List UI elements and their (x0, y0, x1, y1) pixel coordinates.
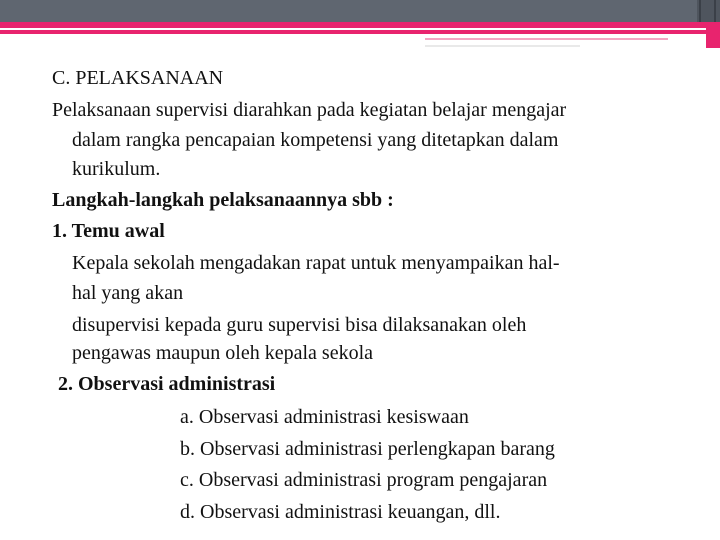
paragraph-line: dalam rangka pencapaian kompetensi yang ditetapkan dalam (72, 129, 559, 151)
paragraph-line: kurikulum. (72, 158, 161, 180)
section-heading: C. PELAKSANAAN (52, 67, 224, 89)
list-item: d. Observasi administrasi keuangan, dll. (180, 501, 501, 523)
list-item: a. Observasi administrasi kesiswaan (180, 406, 469, 428)
steps-intro: Langkah-langkah pelaksanaannya sbb : (52, 189, 394, 211)
step-text-line: pengawas maupun oleh kepala sekola (72, 342, 374, 364)
list-item: b. Observasi administrasi perlengkapan barang (180, 438, 555, 460)
step-text-line: disupervisi kepada guru supervisi bisa dilaksanakan oleh (72, 314, 527, 336)
step-title: 1. Temu awal (52, 220, 165, 242)
step-text-line: Kepala sekolah mengadakan rapat untuk menyampaikan hal- (72, 252, 560, 274)
step-text-line: hal yang akan (72, 282, 184, 304)
paragraph-line: Pelaksanaan supervisi diarahkan pada kegiatan belajar mengajar (52, 99, 567, 121)
step-title: 2. Observasi administrasi (58, 373, 276, 395)
list-item: c. Observasi administrasi program pengajaran (180, 469, 548, 491)
